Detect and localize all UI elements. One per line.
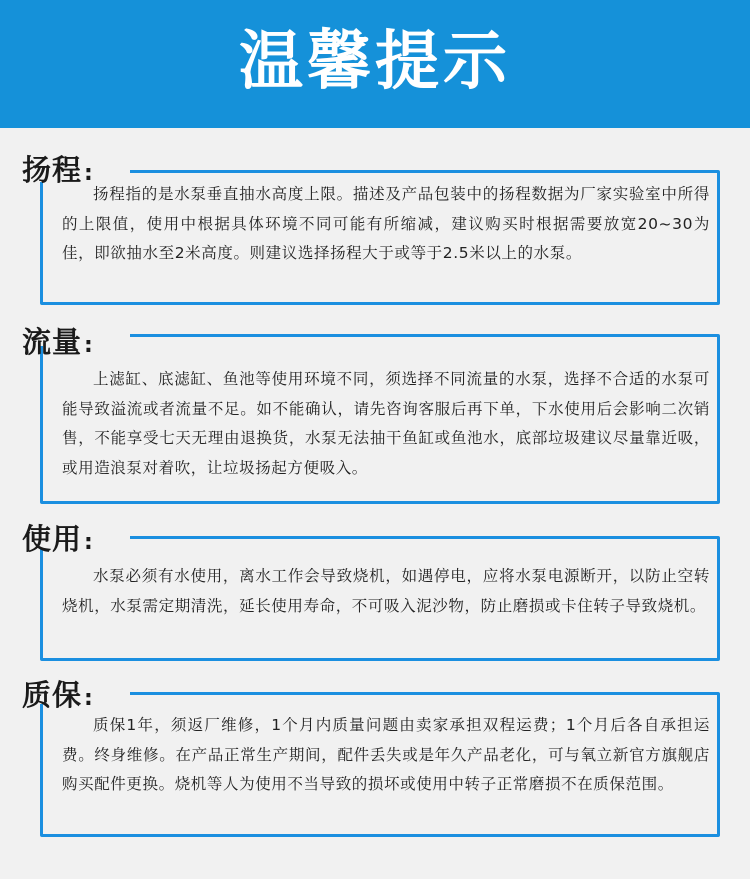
header-banner [0, 0, 750, 128]
heading-colon: : [84, 530, 94, 555]
heading-label: 使用 [22, 522, 83, 556]
section-body: 扬程指的是水泵垂直抽水高度上限。描述及产品包装中的扬程数据为厂家实验室中所得的上限值，使用中根据具体环境不同可能有所缩减，建议购买时根据需要放宽20~30为佳，即欲抽水至2米高度。则建议选择扬程大于或等于2.5米以上的水泵。 [62, 185, 710, 262]
heading-colon: : [84, 161, 94, 186]
heading-colon: : [84, 686, 94, 711]
section-body: 水泵必须有水使用，离水工作会导致烧机，如遇停电，应将水泵电源断开，以防止空转烧机，水泵需定期清洗，延长使用寿命，不可吸入泥沙物，防止磨损或卡住转子导致烧机。 [62, 567, 710, 615]
heading-label: 质保 [22, 678, 83, 712]
heading-label: 流量 [22, 325, 83, 359]
section-heading [22, 322, 94, 366]
heading-colon: : [84, 333, 94, 358]
section-body: 上滤缸、底滤缸、鱼池等使用环境不同，须选择不同流量的水泵，选择不合适的水泵可能导致溢流或者流量不足。如不能确认，请先咨询客服后再下单，下水使用后会影响二次销售，不能享受七天无理由退换货，水泵无法抽干鱼缸或鱼池水，底部垃圾建议尽量靠近吸，或用造浪泵对着吹，让垃圾扬起方便吸入。 [62, 370, 710, 477]
section-heading [22, 519, 94, 563]
heading-label: 扬程 [22, 153, 83, 187]
section-body: 质保1年，须返厂维修，1个月内质量问题由卖家承担双程运费；1个月后各自承担运费。终身维修。在产品正常生产期间，配件丢失或是年久产品老化，可与氧立新官方旗舰店购买配件更换。烧机等人为使用不当导致的损坏或使用中转子正常磨损不在质保范围。 [62, 716, 710, 793]
page-title: 温馨提示 [239, 25, 511, 99]
